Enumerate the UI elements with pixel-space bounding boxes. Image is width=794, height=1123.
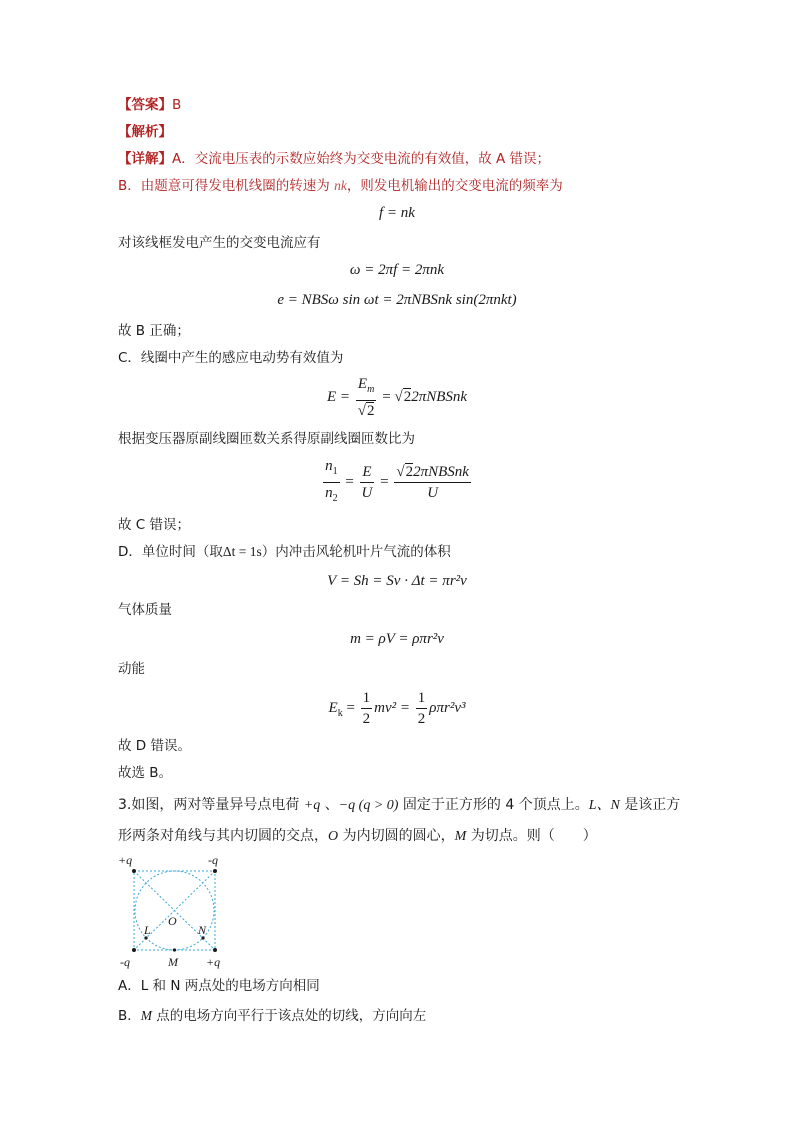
charge-dot-bottom-right (213, 948, 217, 952)
q3-plus-q: +q (303, 798, 321, 813)
label-L: L (144, 923, 151, 937)
option-a: A．L 和 N 两点处的电场方向相同 (118, 978, 320, 994)
option-a-explanation: A．交流电压表的示数应始终为交变电流的有效值，故 A 错误； (172, 151, 551, 167)
equation-volume (0, 571, 794, 591)
q3-text-f: 为切点。则（ ） (466, 828, 597, 844)
point-M-dot (173, 948, 176, 951)
nk-symbol: nk (334, 178, 347, 193)
ek-n1: 1 (361, 688, 373, 709)
question-3-line-2 (118, 827, 597, 846)
equation-emf (0, 290, 794, 310)
q3-M: M (454, 829, 467, 844)
eq-E-num: E (357, 376, 368, 392)
charge-dot-bottom-left (132, 948, 136, 952)
label-bottom-left: -q (120, 955, 130, 969)
ratio-den2: U (427, 485, 439, 501)
equation-frequency (0, 203, 794, 223)
answer-line (118, 96, 181, 114)
b-correct-line: 故 B 正确； (118, 323, 190, 339)
equation-frequency-text: f = nk (379, 205, 415, 221)
ratio-n1: n (325, 458, 333, 474)
option-b-M: M (140, 1008, 153, 1023)
analysis-line (118, 123, 172, 141)
eq-E-lhs: E = (326, 388, 350, 405)
option-d-prefix: D．单位时间（取 (118, 544, 223, 560)
label-M: M (168, 955, 178, 969)
option-d-explanation (118, 543, 451, 561)
label-O: O (168, 914, 177, 928)
equation-kinetic-energy: $E_k$ = $\frac{1}{2}$ mv² = $\frac{1}{2}$ ρπr²v³ (328, 690, 466, 727)
ek-lhs-sub: k (337, 707, 343, 719)
ek-frac-1 (361, 688, 373, 729)
ratio-n1-sub: 1 (332, 466, 338, 477)
ek-mid: mv² = (374, 699, 411, 716)
ek-n2: 1 (416, 688, 428, 709)
option-b-text: 点的电场方向平行于该点处的切线，方向向左 (152, 1008, 427, 1024)
ratio-n2-sub: 2 (332, 493, 338, 504)
ek-d1: 2 (362, 711, 371, 727)
q3-minus-q: −q (q > 0) (338, 798, 399, 813)
option-b (118, 1007, 426, 1025)
q3-O: O (328, 829, 339, 844)
eq-E-fraction: $\frac{E_m}{√2}$ (357, 376, 375, 419)
ac-intro-line: 对该线框发电产生的交变电流应有 (118, 235, 321, 251)
option-b-explanation (118, 177, 563, 195)
label-top-left: +q (118, 853, 133, 867)
option-b-label: B． (118, 1008, 141, 1024)
q3-LN: L、N (588, 798, 620, 813)
eq-E-rhs: = (382, 388, 395, 405)
ek-lhs: E (328, 699, 338, 716)
charge-dot-top-right (213, 869, 217, 873)
option-d-suffix: ）内冲击风轮机叶片气流的体积 (261, 544, 451, 560)
analysis-tag: 【解析】 (118, 124, 172, 140)
equation-volume-text: V = Sh = Sv · Δt = πr²v (327, 573, 467, 589)
q3-text-c: 是该正方 (619, 797, 681, 813)
equation-omega (0, 260, 794, 280)
q3-text-b: 固定于正方形的 4 个顶点上。 (398, 797, 589, 813)
answer-tag: 【答案】 (118, 97, 172, 113)
equation-mass-text: m = ρV = ρπr²v (350, 631, 444, 647)
equation-emf-text: e = NBSω sin ωt = 2πNBSnk sin(2πnkt) (277, 292, 517, 308)
option-b-prefix: B．由题意可得发电机线圈的转速为 (118, 178, 335, 194)
answer-value: B (172, 97, 182, 113)
c-wrong-line: 故 C 错误； (118, 517, 191, 533)
option-c-explanation: C．线圈中产生的感应电动势有效值为 (118, 350, 344, 366)
q3-text-d: 形两条对角线与其内切圆的交点， (118, 828, 328, 844)
q3-text-e: 为内切圆的圆心， (338, 828, 455, 844)
ek-d2: 2 (417, 711, 426, 727)
equation-effective-emf: E = $\frac{E_m}{√2}$ = √22πNBSnk (326, 376, 468, 419)
equation-omega-text: ω = 2πf = 2πnk (349, 262, 445, 278)
ratio-EU-fraction (360, 462, 375, 503)
ratio-intro-line: 根据变压器原副线圈匝数关系得原副线圈匝数比为 (118, 431, 415, 447)
eq-E-den: 2 (366, 403, 375, 419)
ratio-n2: n (325, 485, 333, 501)
eq-E-num-sub: m (367, 384, 375, 395)
equation-turns-ratio: $\frac{n_1}{n_2}$ = $\frac{E}{U}$ = $\frac{\text{√22πNBSnk}}{U}$ (0, 456, 794, 500)
charge-dot-top-left (132, 869, 136, 873)
ratio-num2: 2πNBSnk (413, 464, 469, 480)
charge-square-figure (112, 850, 237, 972)
label-N: N (198, 923, 207, 937)
option-b-suffix: ，则发电机输出的交变电流的频率为 (346, 178, 563, 194)
question-3-line-1 (118, 796, 680, 815)
detail-line (118, 150, 550, 168)
ek-frac-2 (416, 688, 428, 729)
ratio-n-fraction (323, 456, 340, 509)
q3-text-a: 3.如图，两对等量异号点电荷 (118, 797, 304, 813)
ratio-result-fraction: $\frac{\text{√22πNBSnk}}{U}$ (396, 464, 469, 501)
mass-intro-line: 气体质量 (118, 602, 172, 618)
delta-t: Δt = 1s (222, 544, 262, 559)
q3-sep: 、 (320, 797, 339, 813)
label-bottom-right: +q (206, 955, 221, 969)
ratio-E: E (362, 464, 372, 480)
ek-tail: ρπr²v³ (429, 699, 466, 716)
choose-line: 故选 B。 (118, 765, 173, 781)
label-top-right: -q (208, 853, 218, 867)
equation-mass (0, 629, 794, 649)
ratio-U: U (361, 485, 373, 501)
eq-E-rhs2: 2πNBSnk (411, 388, 468, 405)
d-wrong-line: 故 D 错误。 (118, 738, 191, 754)
ke-intro-line: 动能 (118, 661, 145, 677)
detail-tag: 【详解】 (118, 151, 172, 167)
